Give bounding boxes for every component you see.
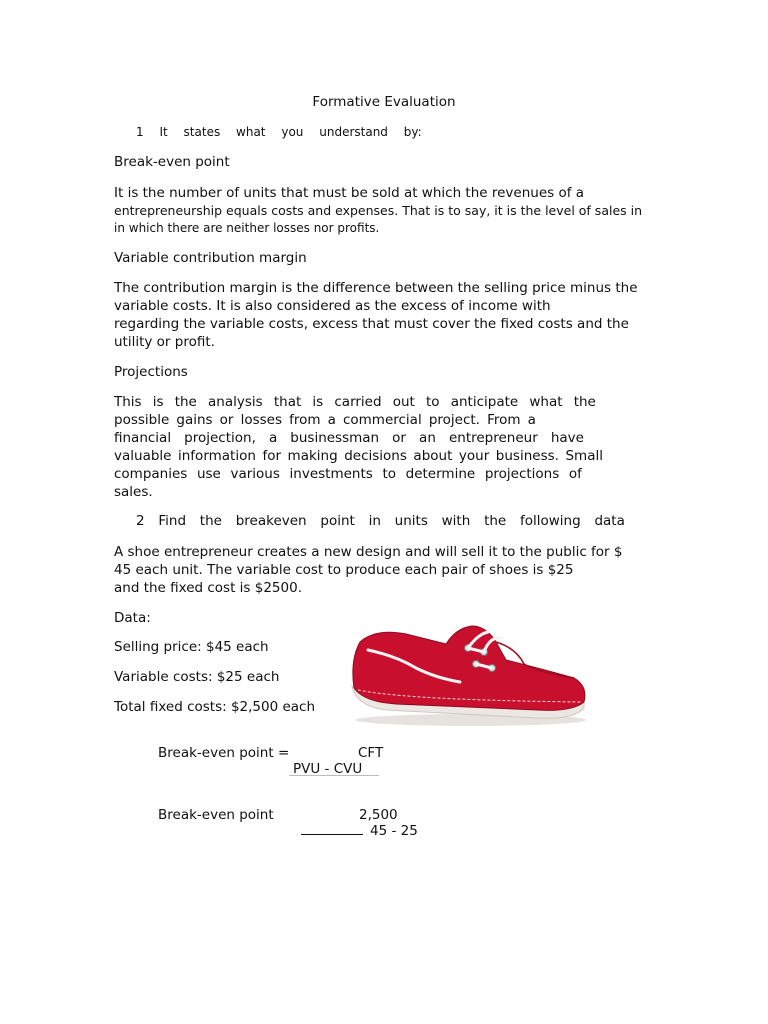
question-1-word: It [159, 125, 168, 139]
formula-fraction-line [289, 775, 379, 776]
breakeven-text-line: It is the number of units that must be sold at which the revenues of a [114, 185, 585, 201]
question-2 [136, 512, 625, 530]
projections-paragraph [114, 393, 603, 501]
variable-costs: Variable costs: $25 each [114, 669, 280, 685]
question-2-word: units [394, 513, 428, 529]
projections-line: sales. [114, 484, 153, 500]
question-1-word: states [183, 125, 221, 139]
problem-statement [114, 543, 622, 597]
projections-word: losses [240, 412, 282, 428]
projections-word: or [392, 430, 406, 446]
contribution-margin-paragraph [114, 279, 638, 351]
projections-word: is [312, 394, 324, 410]
projections-word: various [230, 466, 280, 482]
projections-word: about [413, 448, 453, 464]
heading-projections: Projections [114, 364, 188, 380]
question-2-word: point [320, 513, 355, 529]
question-1-word: by: [403, 125, 422, 139]
question-1-number: 1 [136, 125, 144, 139]
projections-word: is [152, 394, 164, 410]
projections-word: investments [289, 466, 373, 482]
projections-word: out [392, 394, 415, 410]
projections-word: that [273, 394, 302, 410]
projections-word: what [529, 394, 563, 410]
question-1-word: what [236, 125, 266, 139]
projections-word: the [573, 394, 596, 410]
projections-word: Small [565, 448, 603, 464]
projections-word: anticipate [450, 394, 519, 410]
projections-word: carried [334, 394, 382, 410]
projections-word: commercial [342, 412, 422, 428]
projections-word: projections [484, 466, 560, 482]
document-title: Formative Evaluation [312, 94, 456, 110]
projections-word: a [268, 430, 278, 446]
projections-word: businessman [290, 430, 380, 446]
projections-word: from [289, 412, 321, 428]
shoe-upper [353, 626, 585, 710]
problem-text-line: and the fixed cost is $2500. [114, 580, 302, 596]
projections-word: the [174, 394, 197, 410]
projections-word: This [114, 394, 142, 410]
projections-word: a [527, 412, 536, 428]
projections-word: entrepreneur [448, 430, 538, 446]
margin-text-line: The contribution margin is the difference between the selling price minus the [114, 280, 638, 296]
projections-word: From [487, 412, 521, 428]
projections-line [114, 411, 536, 429]
question-2-word: the [484, 513, 507, 529]
margin-text-line: variable costs. It is also considered as the excess of income with [114, 298, 551, 314]
projections-word: business. [495, 448, 559, 464]
problem-text-line: 45 each unit. The variable cost to produce each pair of shoes is $25 [114, 562, 574, 578]
projections-word: making [287, 448, 338, 464]
formula-denominator: PVU - CVU [293, 761, 363, 777]
projections-word: for [262, 448, 282, 464]
question-1-word: you [281, 125, 304, 139]
question-2-word: Find [158, 513, 187, 529]
projections-word: of [568, 466, 582, 482]
question-2-word: with [441, 513, 471, 529]
projections-word: gains [176, 412, 213, 428]
selling-price: Selling price: $45 each [114, 639, 269, 655]
projections-word: or [219, 412, 234, 428]
projections-word: decisions [344, 448, 407, 464]
projections-line [114, 447, 603, 465]
breakeven-text-line: entrepreneurship equals costs and expenses. That is to say, it is the level of sales in [114, 203, 643, 218]
breakeven-text-line: in which there are neither losses nor profits. [114, 221, 380, 235]
heading-breakeven: Break-even point [114, 154, 230, 170]
formula-label: Break-even point = [158, 745, 290, 761]
projections-line [114, 465, 582, 483]
question-1 [136, 123, 422, 141]
calculation-label: Break-even point [158, 807, 274, 823]
formula-numerator: CFT [358, 745, 384, 761]
projections-word: analysis [208, 394, 263, 410]
question-2-word: in [368, 513, 381, 529]
data-label: Data: [114, 610, 151, 626]
question-1-word: understand [319, 125, 388, 139]
projections-word: your [458, 448, 490, 464]
calculation-fraction-line [301, 834, 363, 835]
projections-word: have [550, 430, 584, 446]
red-shoe-image [346, 620, 592, 730]
projections-word: to [425, 394, 440, 410]
projections-word: use [196, 466, 221, 482]
question-2-word: following [519, 513, 581, 529]
projections-word: companies [114, 466, 188, 482]
projections-word: determine [405, 466, 476, 482]
projections-word: information [178, 448, 256, 464]
projections-word: to [382, 466, 396, 482]
projections-word: a [327, 412, 336, 428]
question-2-number: 2 [136, 513, 145, 529]
projections-word: an [419, 430, 436, 446]
projections-line [114, 429, 584, 447]
margin-text-line: utility or profit. [114, 334, 215, 350]
projections-word: project. [428, 412, 480, 428]
calculation-numerator: 2,500 [359, 807, 398, 823]
projections-word: possible [114, 412, 170, 428]
question-2-word: breakeven [235, 513, 307, 529]
question-2-word: data [594, 513, 625, 529]
margin-text-line: regarding the variable costs, excess that must cover the fixed costs and the [114, 316, 629, 332]
problem-text-line: A shoe entrepreneur creates a new design and will sell it to the public for $ [114, 544, 623, 560]
projections-word: financial [114, 430, 172, 446]
question-2-word: the [199, 513, 222, 529]
projections-word: projection, [184, 430, 256, 446]
projections-line [114, 393, 596, 411]
heading-contribution-margin: Variable contribution margin [114, 250, 307, 266]
total-fixed-costs: Total fixed costs: $2,500 each [114, 699, 316, 715]
calculation-denominator: 45 - 25 [370, 823, 418, 839]
projections-word: valuable [114, 448, 172, 464]
